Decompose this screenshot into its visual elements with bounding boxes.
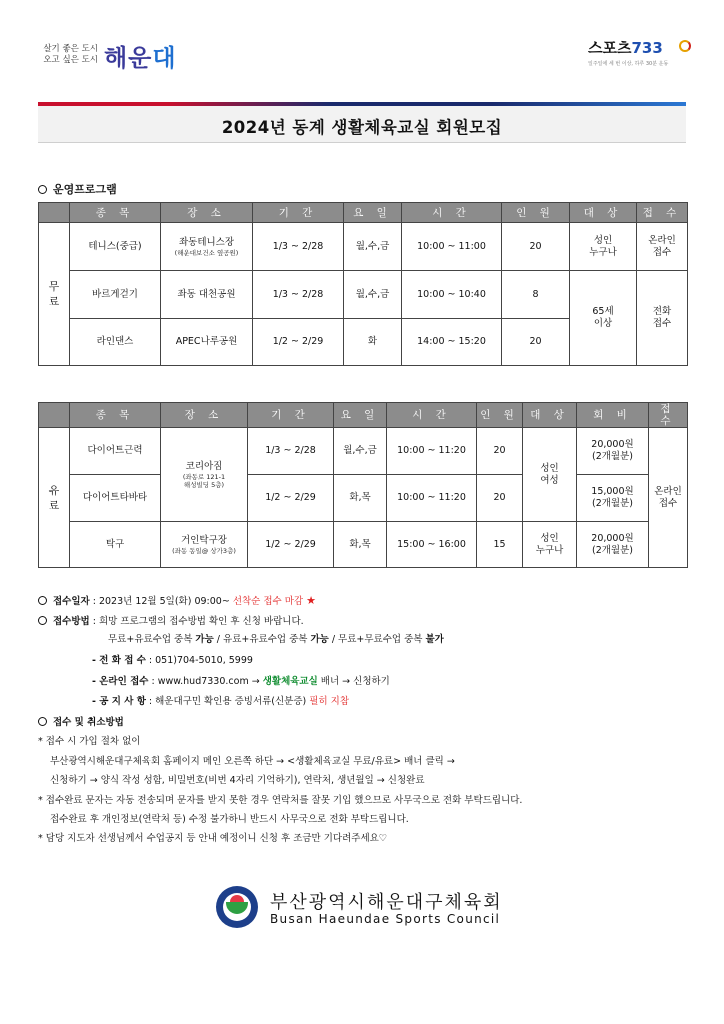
time-cell: 15:00 ~ 16:00	[387, 522, 477, 568]
combo-rules-line: 무료+유료수업 중복 가능 / 유료+유료수업 중복 가능 / 무료+무료수업 중복 불가	[108, 634, 444, 645]
notice-line: - 공 지 사 항 : 해운대구민 확인용 증빙서류(신분증) 필히 지참	[92, 696, 349, 707]
header-cell: 장 소	[161, 403, 248, 428]
star-icon: ★	[306, 594, 316, 607]
zero-ring-icon	[679, 40, 691, 52]
table-row	[39, 428, 688, 475]
item-cell: 다이어트근력	[70, 428, 161, 475]
days-cell: 화	[344, 319, 402, 366]
item-cell: 다이어트타바타	[70, 475, 161, 522]
days-cell: 월,수,금	[344, 223, 402, 271]
place-cell: 좌동테니스장 (해운대보건소 옆공원)	[161, 223, 253, 271]
count-cell: 20	[502, 319, 570, 366]
guide-line: 부산광역시해운대구체육회 홈페이지 메인 오른쪽 하단 → <생활체육교실 무료/유료> 배너 클릭 →	[50, 756, 455, 767]
period-cell: 1/2 ~ 2/29	[248, 475, 334, 522]
item-cell: 바르게걷기	[70, 271, 161, 319]
table-row	[39, 223, 688, 271]
fee-cell: 15,000원 (2개월분)	[577, 475, 649, 522]
header-cell: 인 원	[502, 203, 570, 223]
count-cell: 15	[477, 522, 523, 568]
slogan: 살기 좋은 도시 오고 싶은 도시	[43, 44, 98, 65]
paid-program-table	[38, 402, 688, 568]
title-band	[38, 106, 686, 143]
category-cell: 무료	[39, 223, 70, 366]
program-section-heading: 운영프로그램	[38, 181, 117, 197]
header-cell: 종 목	[70, 403, 161, 428]
header-cell: 대 상	[570, 203, 637, 223]
header-cell	[39, 403, 70, 428]
org-name-english: Busan Haeundae Sports Council	[270, 912, 501, 926]
count-cell: 8	[502, 271, 570, 319]
header-cell: 종 목	[70, 203, 161, 223]
circle-bullet-icon	[38, 717, 47, 726]
target-cell: 성인 누구나	[523, 522, 577, 568]
page-title: 2024년 동계 생활체육교실 회원모집	[221, 118, 503, 137]
header-cell: 인 원	[477, 403, 523, 428]
apply-date-line: 접수일자 : 2023년 12월 5일(화) 09:00~ 선착순 접수 마감 ★	[38, 595, 698, 608]
sports7330-brand: 스포츠733	[588, 39, 663, 57]
header-cell: 회 비	[577, 403, 649, 428]
guide-line: 접수완료 후 개인정보(연락처 등) 수정 불가하니 반드시 사무국으로 전화 부탁드립니다.	[50, 814, 409, 825]
table-row	[39, 475, 688, 522]
days-cell: 월,수,금	[334, 428, 387, 475]
apply-cell: 전화 접수	[637, 271, 688, 366]
time-cell: 14:00 ~ 15:20	[402, 319, 502, 366]
org-name-korean: 부산광역시해운대구체육회	[270, 892, 503, 913]
phone-apply-line: - 전 화 접 수 : 051)704-5010, 5999	[92, 655, 253, 666]
fee-cell: 20,000원 (2개월분)	[577, 428, 649, 475]
header-cell: 대 상	[523, 403, 577, 428]
period-cell: 1/2 ~ 2/29	[248, 522, 334, 568]
header-cell: 요 일	[344, 203, 402, 223]
apply-cell: 온라인 접수	[637, 223, 688, 271]
header-cell: 기 간	[248, 403, 334, 428]
haeundae-brand: 해운대	[104, 44, 177, 72]
table-header-row	[39, 403, 688, 428]
target-cell: 성인 누구나	[570, 223, 637, 271]
days-cell: 화,목	[334, 522, 387, 568]
days-cell: 월,수,금	[344, 271, 402, 319]
header-cell: 접 수	[637, 203, 688, 223]
guide-line: * 담당 지도자 선생님께서 수업공지 등 안내 예정이니 신청 후 조금만 기다려주세요♡	[38, 833, 388, 844]
period-cell: 1/2 ~ 2/29	[253, 319, 344, 366]
target-cell: 65세 이상	[570, 271, 637, 366]
guide-line: * 접수 시 가입 절차 없이	[38, 736, 141, 747]
time-cell: 10:00 ~ 10:40	[402, 271, 502, 319]
time-cell: 10:00 ~ 11:20	[387, 428, 477, 475]
place-cell: 코리아짐 (좌동로 121-1 해성빌딩 5층)	[161, 428, 248, 522]
fee-cell: 20,000원 (2개월분)	[577, 522, 649, 568]
table-row	[39, 522, 688, 568]
table-row	[39, 271, 688, 319]
item-cell: 탁구	[70, 522, 161, 568]
council-seal-icon	[216, 886, 258, 928]
online-apply-line: - 온라인 접수 : www.hud7330.com → 생활체육교실 배너 → 신청하기	[92, 676, 390, 687]
header-cell: 요 일	[334, 403, 387, 428]
item-cell: 라인댄스	[70, 319, 161, 366]
sports7330-tagline: 일주일에 세 번 이상, 하루 30분 운동	[588, 61, 669, 67]
header-cell	[39, 203, 70, 223]
place-cell: 좌동 대천공원	[161, 271, 253, 319]
place-cell: APEC나루공원	[161, 319, 253, 366]
item-cell: 테니스(중급)	[70, 223, 161, 271]
category-cell: 유료	[39, 428, 70, 568]
count-cell: 20	[502, 223, 570, 271]
time-cell: 10:00 ~ 11:20	[387, 475, 477, 522]
time-cell: 10:00 ~ 11:00	[402, 223, 502, 271]
period-cell: 1/3 ~ 2/28	[253, 271, 344, 319]
header-cell: 시 간	[402, 203, 502, 223]
circle-bullet-icon	[38, 616, 47, 625]
count-cell: 20	[477, 428, 523, 475]
header-cell: 시 간	[387, 403, 477, 428]
period-cell: 1/3 ~ 2/28	[248, 428, 334, 475]
target-cell: 성인 여성	[523, 428, 577, 522]
header-cell: 접 수	[649, 403, 688, 428]
guide-line: * 접수완료 문자는 자동 전송되며 문자를 받지 못한 경우 연락처를 잘못 기입 했으므로 사무국으로 전화 부탁드립니다.	[38, 795, 523, 806]
circle-bullet-icon	[38, 185, 47, 194]
cancel-method-heading: 접수 및 취소방법	[38, 716, 698, 729]
apply-method-line: 접수방법 : 희망 프로그램의 접수방법 확인 후 신청 바랍니다.	[38, 615, 698, 628]
sports7330-logo	[588, 40, 692, 70]
count-cell: 20	[477, 475, 523, 522]
free-program-table	[38, 202, 688, 366]
table-header-row	[39, 203, 688, 223]
apply-cell: 온라인 접수	[649, 428, 688, 568]
days-cell: 화,목	[334, 475, 387, 522]
place-cell: 거인탁구장 (좌동 동일@ 상가3층)	[161, 522, 248, 568]
haeundae-logo	[38, 44, 178, 74]
period-cell: 1/3 ~ 2/28	[253, 223, 344, 271]
circle-bullet-icon	[38, 596, 47, 605]
header-cell: 기 간	[253, 203, 344, 223]
guide-line: 신청하기 → 양식 작성 성함, 비밀번호(비번 4자리 기억하기), 연락처, 생년월일 → 신청완료	[50, 775, 425, 786]
header-cell: 장 소	[161, 203, 253, 223]
